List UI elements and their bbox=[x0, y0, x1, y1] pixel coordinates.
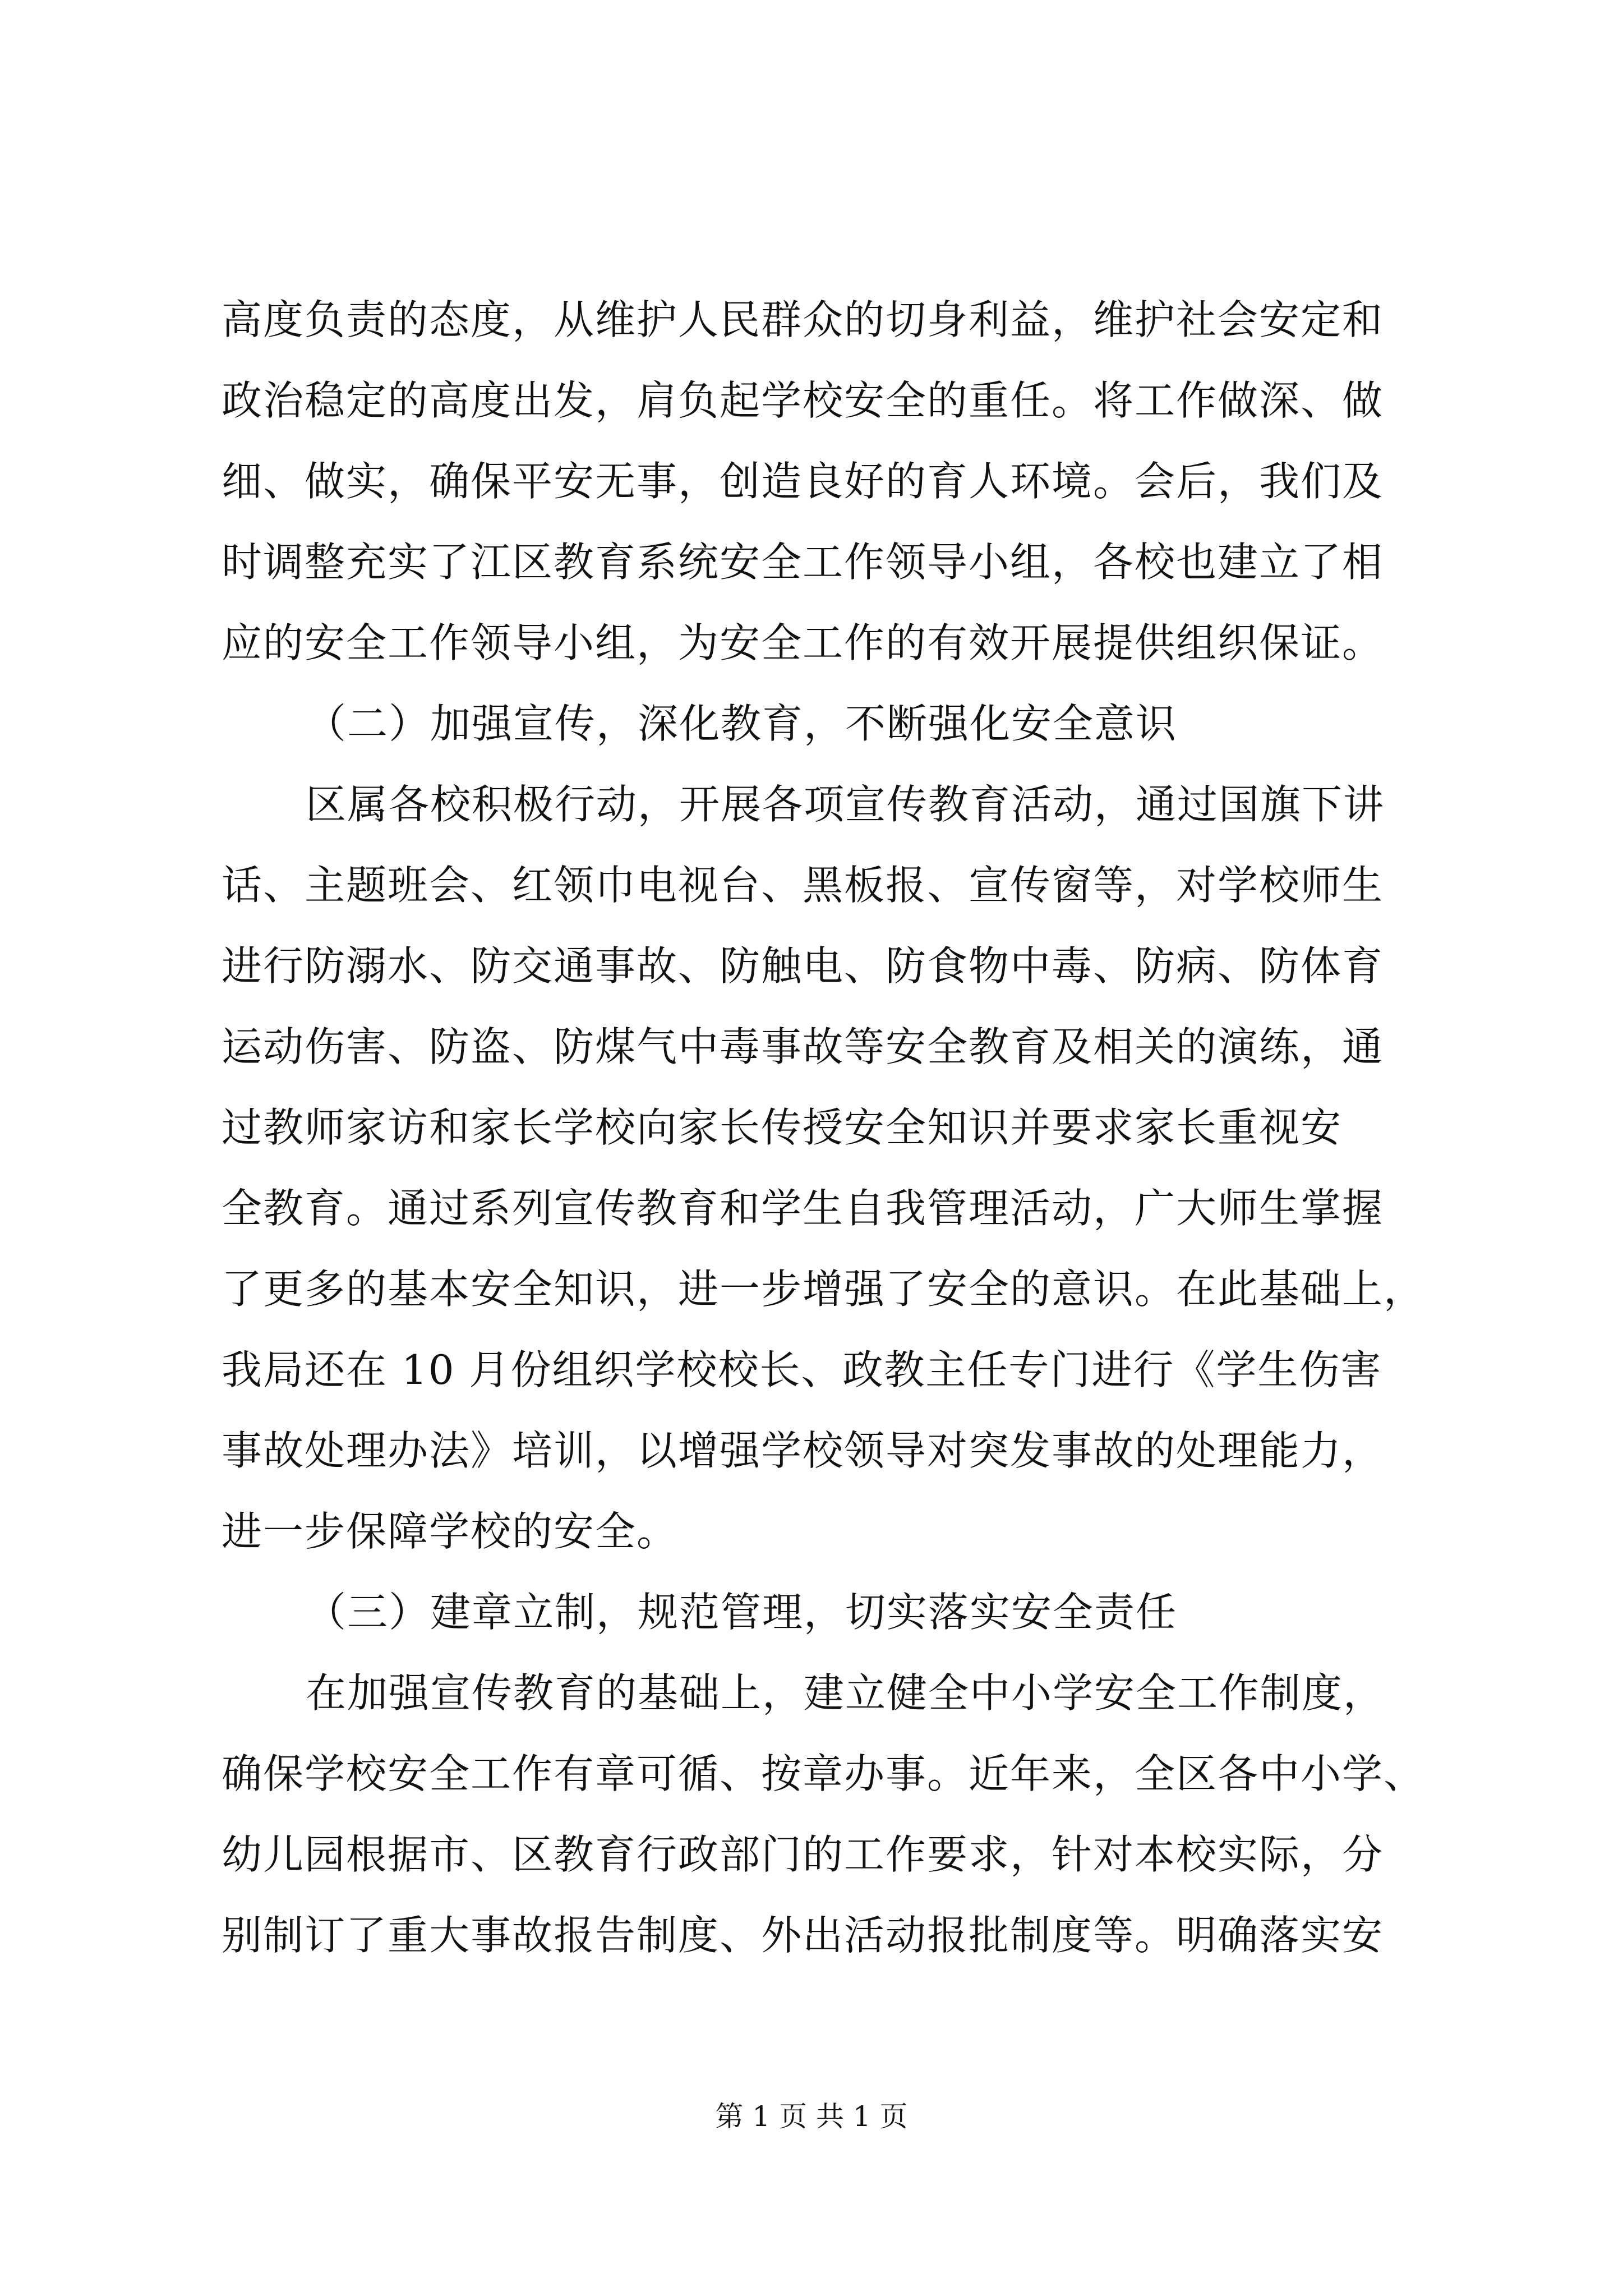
paragraph-line: 事故处理办法》培训，以增强学校领导对突发事故的处理能力， bbox=[222, 1427, 1384, 1474]
paragraph-line: 进行防溺水、防交通事故、防触电、防食物中毒、防病、防体育 bbox=[222, 942, 1384, 990]
paragraph-line: 运动伤害、防盗、防煤气中毒事故等安全教育及相关的演练，通 bbox=[222, 1023, 1384, 1070]
paragraph-line: 了更多的基本安全知识，进一步增强了安全的意识。在此基础上， bbox=[222, 1266, 1426, 1313]
paragraph-line: 我局还在 10 月份组织学校校长、政教主任专门进行《学生伤害 bbox=[222, 1346, 1382, 1393]
paragraph-line: 区属各校积极行动，开展各项宣传教育活动，通过国旗下讲 bbox=[306, 781, 1385, 828]
document-body bbox=[222, 279, 1450, 1976]
paragraph-line: 话、主题班会、红领巾电视台、黑板报、宣传窗等，对学校师生 bbox=[222, 862, 1384, 909]
paragraph-line: 进一步保障学校的安全。 bbox=[222, 1508, 679, 1555]
paragraph-line: 高度负责的态度，从维护人民群众的切身利益，维护社会安定和 bbox=[222, 296, 1384, 343]
paragraph-line: 确保学校安全工作有章可循、按章办事。近年来，全区各中小学、 bbox=[222, 1750, 1426, 1797]
section-heading: （三）建章立制，规范管理，切实落实安全责任 bbox=[306, 1589, 1178, 1636]
page-footer bbox=[0, 2097, 1623, 2136]
section-heading: （二）加强宣传，深化教育，不断强化安全意识 bbox=[306, 700, 1178, 747]
paragraph-line: 幼儿园根据市、区教育行政部门的工作要求，针对本校实际，分 bbox=[222, 1831, 1384, 1878]
paragraph-line: 时调整充实了江区教育系统安全工作领导小组，各校也建立了相 bbox=[222, 539, 1384, 586]
paragraph-line: 应的安全工作领导小组，为安全工作的有效开展提供组织保证。 bbox=[222, 619, 1384, 666]
paragraph-line: 在加强宣传教育的基础上，建立健全中小学安全工作制度， bbox=[306, 1669, 1385, 1717]
page-number-label: 第 1 页 共 1 页 bbox=[715, 2100, 908, 2133]
paragraph-line: 政治稳定的高度出发，肩负起学校安全的重任。将工作做深、做 bbox=[222, 377, 1384, 424]
paragraph-line: 过教师家访和家长学校向家长传授安全知识并要求家长重视安 bbox=[222, 1104, 1343, 1151]
paragraph-line: 别制订了重大事故报告制度、外出活动报批制度等。明确落实安 bbox=[222, 1912, 1384, 1959]
paragraph-line: 细、做实，确保平安无事，创造良好的育人环境。会后，我们及 bbox=[222, 458, 1384, 505]
paragraph-line: 全教育。通过系列宣传教育和学生自我管理活动，广大师生掌握 bbox=[222, 1185, 1384, 1232]
